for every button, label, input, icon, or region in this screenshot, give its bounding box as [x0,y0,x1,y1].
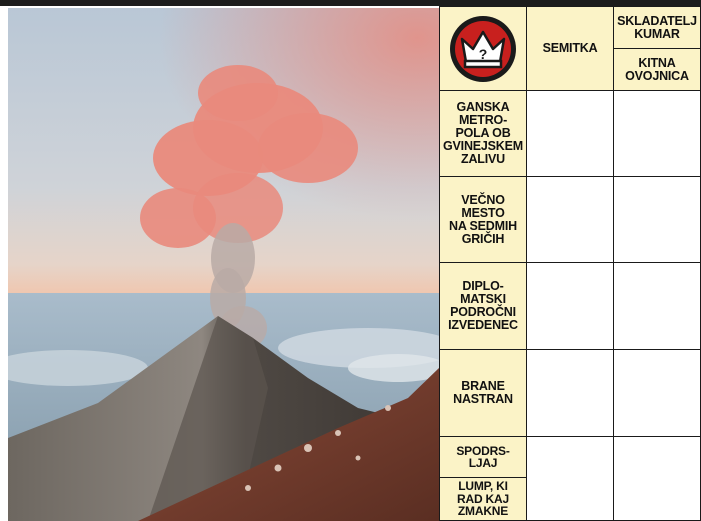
answer-cell[interactable] [613,349,701,437]
answer-cell[interactable] [613,262,701,350]
answer-cell[interactable] [526,262,614,350]
crown-question-icon [448,14,518,84]
svg-text:?: ? [478,45,488,62]
volcano-photo [8,8,439,521]
answer-cell[interactable] [526,436,614,521]
answer-cell[interactable] [613,176,701,263]
clue-cell: BRANE NASTRAN [439,349,527,437]
answer-cell[interactable] [613,436,701,521]
answer-cell[interactable] [613,90,701,177]
answer-cell[interactable] [526,90,614,177]
answer-cell[interactable] [526,176,614,263]
clue-cell: SPODRS- LJAJ [439,436,527,478]
answer-cell[interactable] [526,349,614,437]
crossword-grid [439,6,701,521]
clue-cell: GANSKA METRO- POLA OB GVINEJSKEM ZALIVU [439,90,527,177]
logo-cell [439,6,527,91]
clue-cell: DIPLO- MATSKI PODROČNI IZVEDENEC [439,262,527,350]
header-clue-kitna: KITNA OVOJNICA [613,48,701,91]
header-clue-semitka: SEMITKA [526,6,614,91]
clue-cell: VEČNO MESTO NA SEDMIH GRIČIH [439,176,527,263]
header-clue-skladatelj: SKLADATELJ KUMAR [613,6,701,49]
clue-cell: LUMP, KI RAD KAJ ZMAKNE [439,477,527,521]
